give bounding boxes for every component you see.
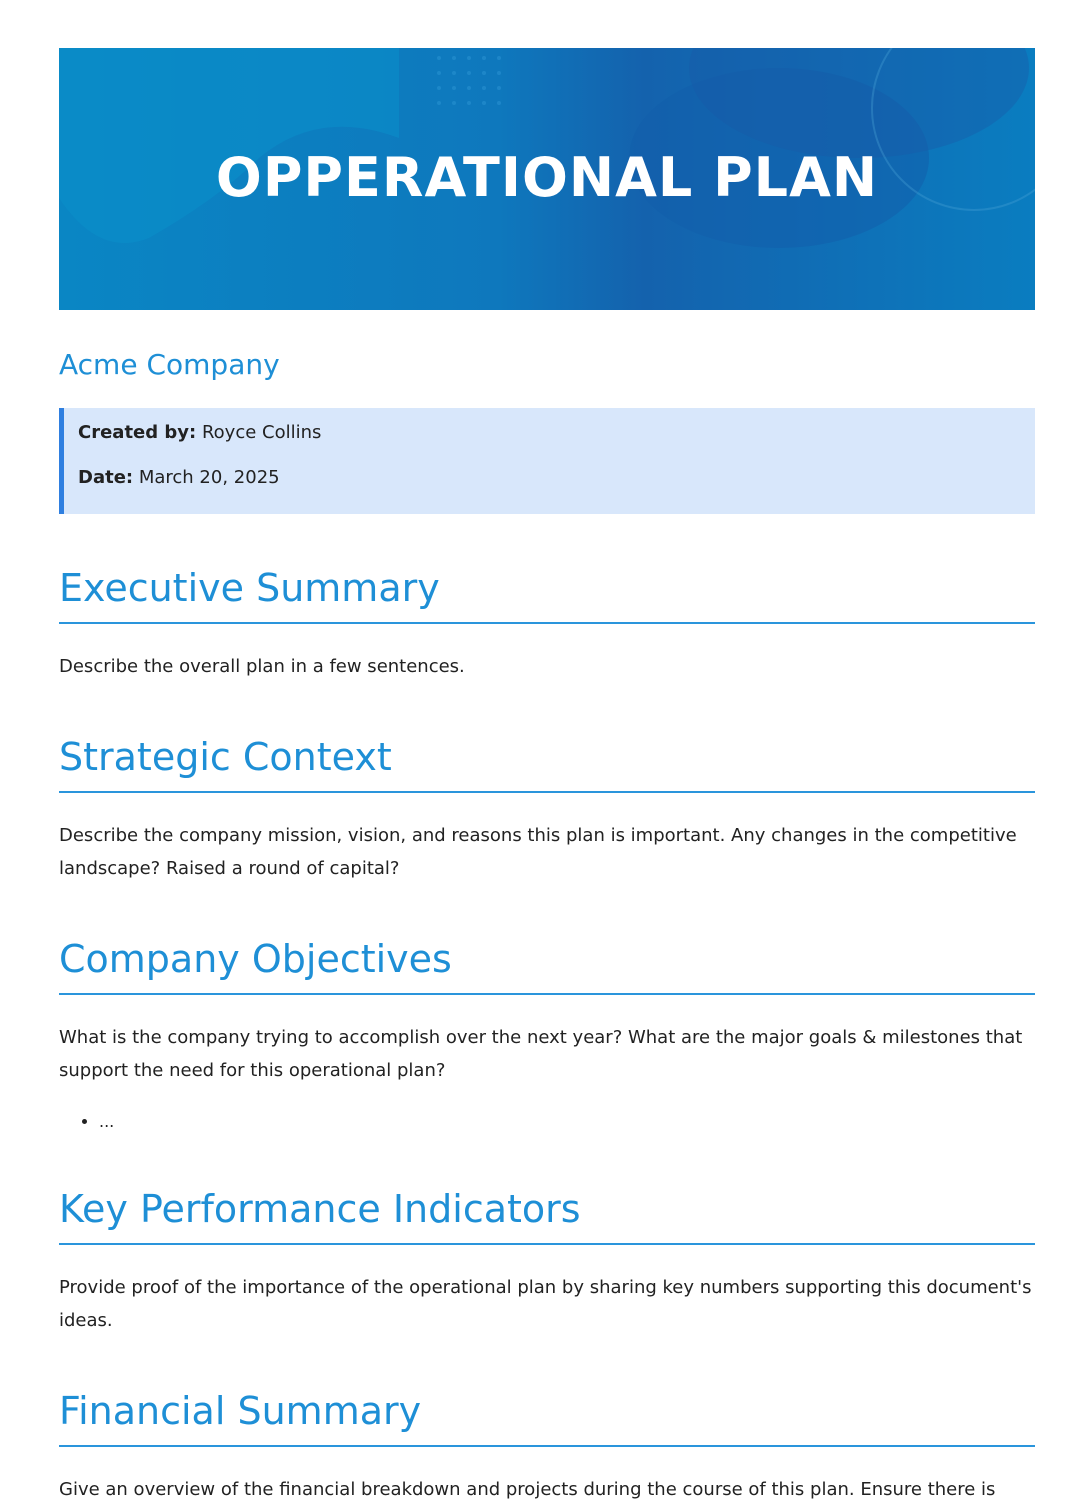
date-value: March 20, 2025 xyxy=(138,467,280,488)
objectives-list xyxy=(59,1109,1035,1135)
section-heading: Company Objectives xyxy=(59,937,1035,995)
section-strategic-context xyxy=(59,735,1035,885)
header-banner xyxy=(59,48,1035,310)
section-financial-summary xyxy=(59,1389,1035,1506)
section-executive-summary xyxy=(59,566,1035,683)
section-heading: Key Performance Indicators xyxy=(59,1187,1035,1245)
created-by-label: Created by: xyxy=(78,422,197,443)
section-body: Describe the company mission, vision, and reasons this plan is important. Any changes in the competitive landscape? Raised a round of capital? xyxy=(59,825,1017,879)
section-kpi xyxy=(59,1187,1035,1337)
created-by-row xyxy=(78,422,1035,444)
list-item: • ... xyxy=(99,1109,1035,1135)
section-company-objectives xyxy=(59,937,1035,1135)
date-row xyxy=(78,467,1035,489)
date-label: Date: xyxy=(78,467,134,488)
section-body: Give an overview of the financial breakdown and projects during the course of this plan. Ensure there is xyxy=(59,1479,996,1500)
section-heading: Executive Summary xyxy=(59,566,1035,624)
company-name: Acme Company xyxy=(59,348,280,381)
info-box xyxy=(59,408,1035,514)
section-body: Provide proof of the importance of the operational plan by sharing key numbers supporting this document's ideas. xyxy=(59,1277,1032,1331)
section-heading: Strategic Context xyxy=(59,735,1035,793)
document-title: OPPERATIONAL PLAN xyxy=(215,146,879,209)
section-body: Describe the overall plan in a few sentences. xyxy=(59,656,465,677)
section-body: What is the company trying to accomplish over the next year? What are the major goals & milestones that support the need for this operational plan? xyxy=(59,1027,1023,1081)
document-page xyxy=(59,48,1035,1506)
section-heading: Financial Summary xyxy=(59,1389,1035,1447)
created-by-value: Royce Collins xyxy=(201,422,322,443)
